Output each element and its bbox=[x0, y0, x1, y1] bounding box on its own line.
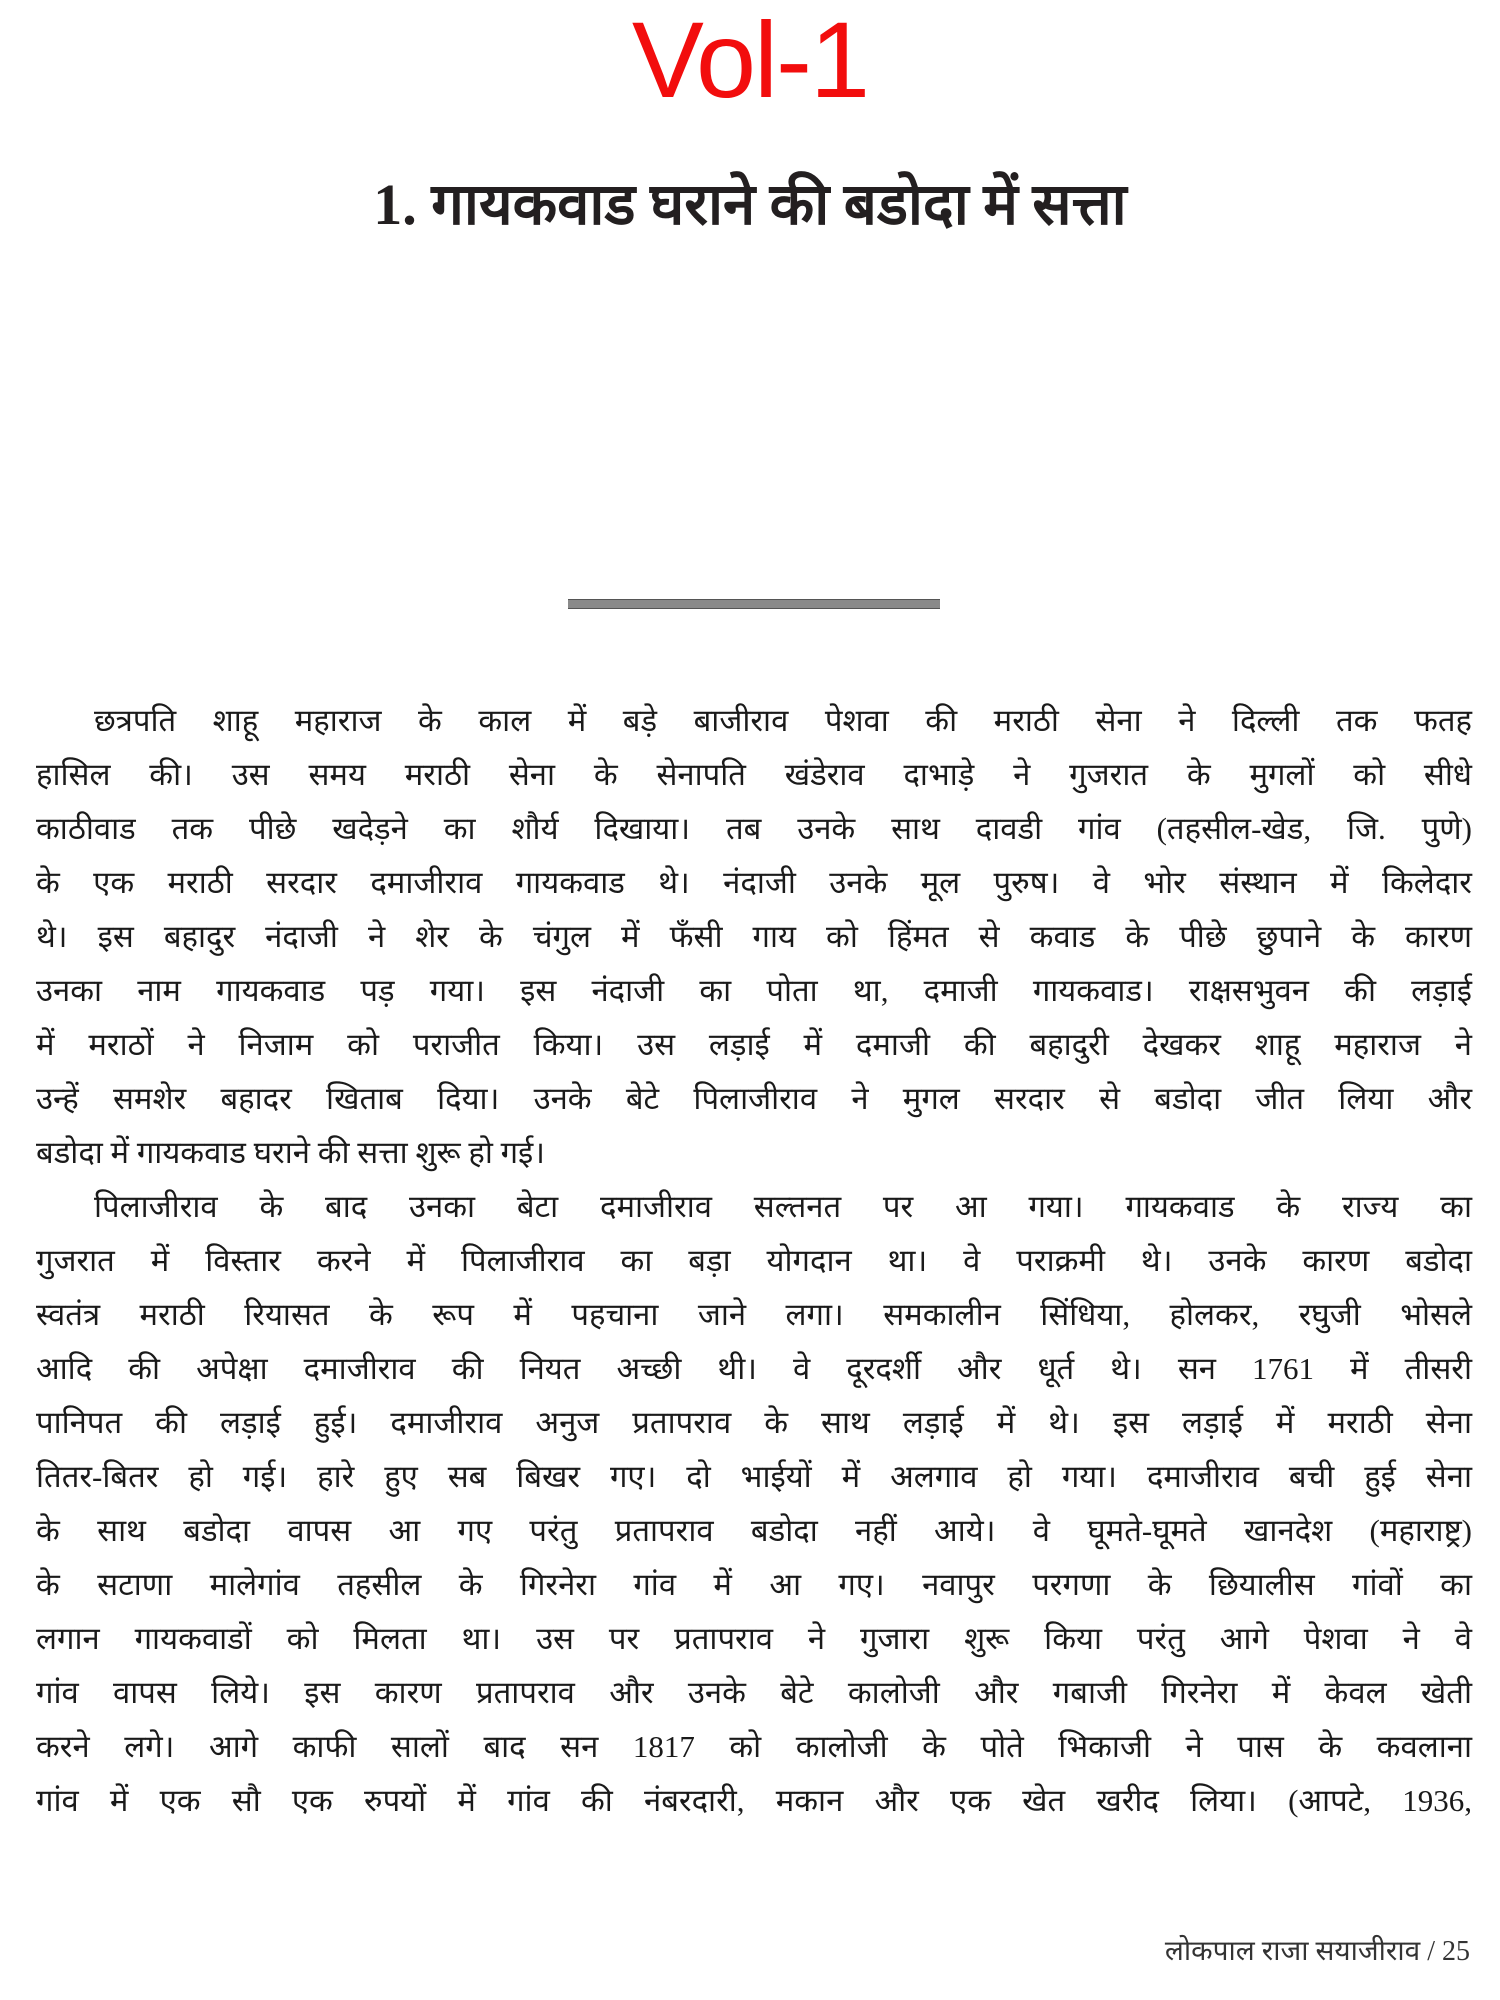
text-line: लगान गायकवाडों को मिलता था। उस पर प्रतापराव ने गुजारा शुरू किया परंतु आगे पेशवा ने वे bbox=[36, 1621, 1472, 1656]
text-line: स्वतंत्र मराठी रियासत के रूप में पहचाना जाने लगा। समकालीन सिंधिया, होलकर, रघुजी भोसले bbox=[36, 1297, 1472, 1332]
text-line: पानिपत की लड़ाई हुई। दमाजीराव अनुज प्रतापराव के साथ लड़ाई में थे। इस लड़ाई में मराठी सेना bbox=[36, 1405, 1472, 1440]
text-line: पिलाजीराव के बाद उनका बेटा दमाजीराव सल्तनत पर आ गया। गायकवाड के राज्य का bbox=[94, 1189, 1472, 1224]
text-line: गांव वापस लिये। इस कारण प्रतापराव और उनके बेटे कालोजी और गबाजी गिरनेरा में केवल खेती bbox=[36, 1675, 1472, 1710]
page-footer bbox=[1165, 1932, 1470, 1972]
text-line: के एक मराठी सरदार दमाजीराव गायकवाड थे। नंदाजी उनके मूल पुरुष। वे भोर संस्थान में किलेदार bbox=[36, 865, 1472, 900]
chapter-title: 1. गायकवाड घराने की बडोदा में सत्ता bbox=[373, 172, 1127, 237]
text-line: उनका नाम गायकवाड पड़ गया। इस नंदाजी का पोता था, दमाजी गायकवाड। राक्षसभुवन की लड़ाई bbox=[36, 973, 1472, 1008]
text-line: करने लगे। आगे काफी सालों बाद सन 1817 को कालोजी के पोते भिकाजी ने पास के कवलाना bbox=[36, 1729, 1472, 1764]
text-line: गुजरात में विस्तार करने में पिलाजीराव का बड़ा योगदान था। वे पराक्रमी थे। उनके कारण बडोदा bbox=[36, 1243, 1472, 1278]
page-number: 25 bbox=[1442, 1936, 1470, 1967]
text-line: आदि की अपेक्षा दमाजीराव की नियत अच्छी थी। वे दूरदर्शी और धूर्त थे। सन 1761 में तीसरी bbox=[36, 1351, 1472, 1386]
text-line: के साथ बडोदा वापस आ गए परंतु प्रतापराव बडोदा नहीं आये। वे घूमते-घूमते खानदेश (महाराष्ट्र) bbox=[36, 1513, 1472, 1548]
footer-book-title: लोकपाल राजा सयाजीराव bbox=[1164, 1936, 1421, 1967]
text-line: गांव में एक सौ एक रुपयों में गांव की नंबरदारी, मकान और एक खेत खरीद लिया। (आपटे, 1936, bbox=[36, 1783, 1472, 1818]
text-line: उन्हें समशेर बहादर खिताब दिया। उनके बेटे पिलाजीराव ने मुगल सरदार से बडोदा जीत लिया और bbox=[36, 1081, 1472, 1116]
text-line: छत्रपति शाहू महाराज के काल में बड़े बाजीराव पेशवा की मराठी सेना ने दिल्ली तक फतह bbox=[94, 703, 1472, 738]
decorative-divider bbox=[568, 599, 940, 609]
text-line: में मराठों ने निजाम को पराजीत किया। उस लड़ाई में दमाजी की बहादुरी देखकर शाहू महाराज ने bbox=[36, 1027, 1472, 1062]
text-line: हासिल की। उस समय मराठी सेना के सेनापति खंडेराव दाभाड़े ने गुजरात के मुगलों को सीधे bbox=[36, 757, 1472, 792]
text-line: के सटाणा मालेगांव तहसील के गिरनेरा गांव में आ गए। नवापुर परगणा के छियालीस गांवों का bbox=[36, 1567, 1472, 1602]
body-text bbox=[36, 694, 1472, 1828]
text-line: तितर-बितर हो गई। हारे हुए सब बिखर गए। दो भाईयों में अलगाव हो गया। दमाजीराव बची हुई सेना bbox=[36, 1459, 1472, 1494]
footer-separator: / bbox=[1427, 1936, 1435, 1967]
volume-label: Vol-1 bbox=[631, 0, 869, 120]
text-line: काठीवाड तक पीछे खदेड़ने का शौर्य दिखाया। तब उनके साथ दावडी गांव (तहसील-खेड, जि. पुणे) bbox=[36, 811, 1472, 846]
text-line: थे। इस बहादुर नंदाजी ने शेर के चंगुल में फँसी गाय को हिंमत से कवाड के पीछे छुपाने के कारण bbox=[36, 919, 1472, 954]
text-line: बडोदा में गायकवाड घराने की सत्ता शुरू हो गई। bbox=[36, 1135, 546, 1170]
